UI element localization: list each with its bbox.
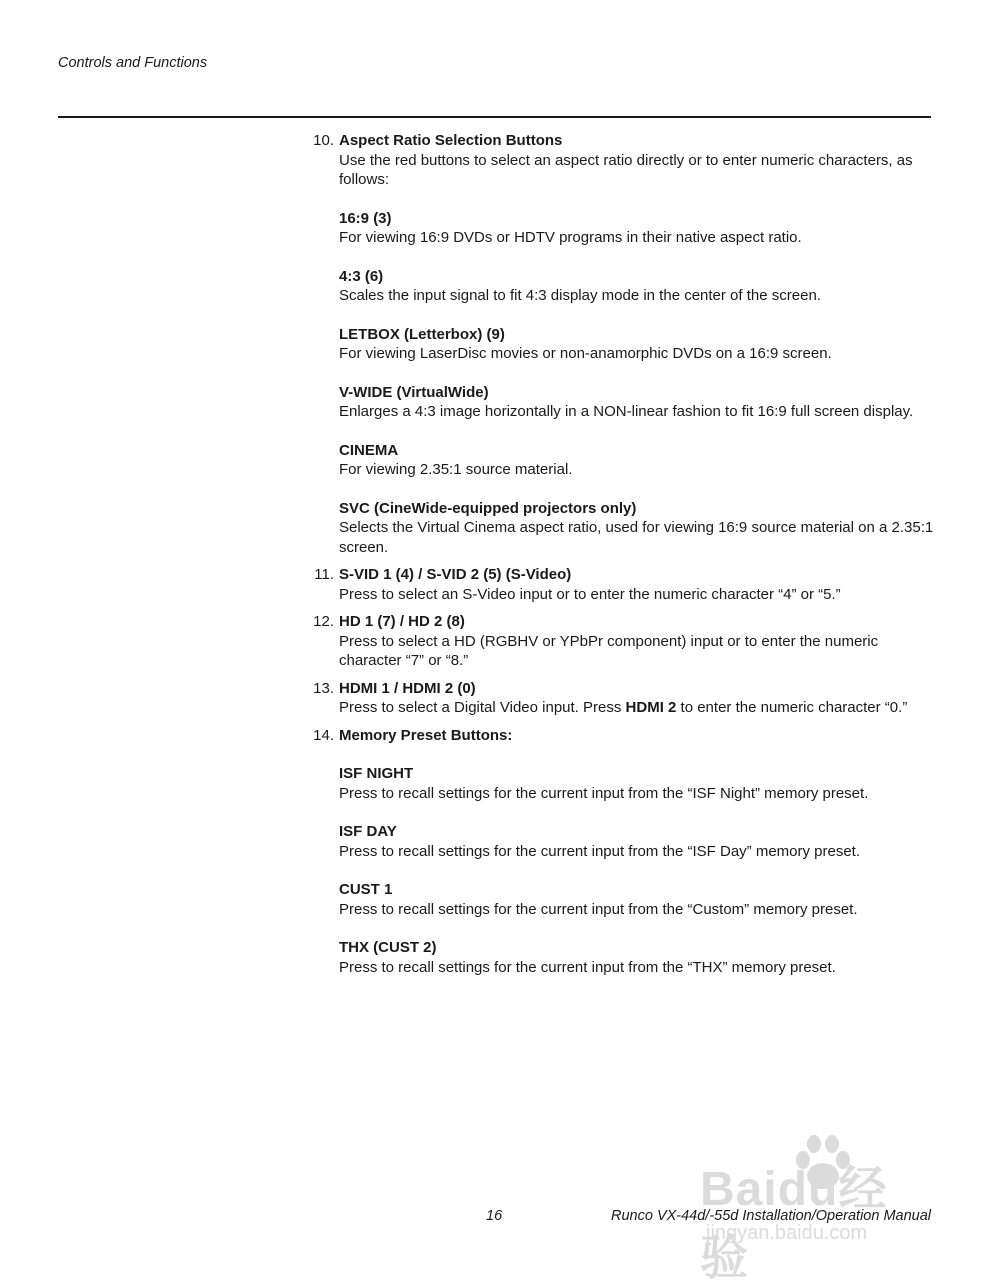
subitem bbox=[339, 383, 939, 422]
item-title: Memory Preset Buttons: bbox=[339, 726, 513, 744]
item-body-bold-text: HDMI 2 bbox=[625, 699, 677, 716]
item-title: S-VID 1 (4) / S-VID 2 (5) (S-Video) bbox=[339, 566, 572, 583]
header-divider bbox=[58, 116, 931, 118]
subitem-body: Scales the input signal to fit 4:3 display mode in the center of the screen. bbox=[339, 287, 821, 304]
list-item-12 bbox=[313, 612, 939, 671]
item-body-text: to enter the numeric character “0.” bbox=[676, 699, 908, 716]
page-number: 16 bbox=[486, 1208, 503, 1224]
subitem-title: CUST 1 bbox=[339, 881, 393, 898]
item-body bbox=[339, 698, 939, 718]
item-body: Press to select a HD (RGBHV or YPbPr component) input or to enter the numeric character “7” or “8.” bbox=[339, 632, 879, 669]
subitem-body: For viewing 2.35:1 source material. bbox=[339, 461, 573, 478]
subitem bbox=[339, 764, 939, 803]
subitem-title: CINEMA bbox=[339, 441, 399, 459]
page-header-title: Controls and Functions bbox=[58, 55, 208, 71]
subitem-title: SVC (CineWide-equipped projectors only) bbox=[339, 499, 637, 517]
manual-title: Runco VX-44d/-55d Installation/Operation Manual bbox=[611, 1208, 931, 1224]
item-title: HD 1 (7) / HD 2 (8) bbox=[339, 613, 465, 630]
item-title: HDMI 1 / HDMI 2 (0) bbox=[339, 679, 476, 697]
item-number: 10. bbox=[313, 132, 334, 149]
subitem-title: LETBOX (Letterbox) (9) bbox=[339, 325, 505, 343]
list-item-11 bbox=[314, 565, 939, 604]
content-body bbox=[313, 131, 939, 985]
subitem-title: ISF NIGHT bbox=[339, 765, 414, 782]
item-number: 11. bbox=[314, 566, 334, 583]
subitem bbox=[339, 267, 939, 306]
subitem bbox=[339, 822, 939, 861]
subitem-body: For viewing LaserDisc movies or non-anamorphic DVDs on a 16:9 screen. bbox=[339, 345, 832, 362]
subitem-title: 16:9 (3) bbox=[339, 209, 392, 227]
subitem bbox=[339, 499, 939, 558]
item-body: Press to select an S-Video input or to enter the numeric character “4” or “5.” bbox=[339, 585, 841, 603]
subitem-title: V-WIDE (VirtualWide) bbox=[339, 383, 489, 401]
item-number: 14. bbox=[313, 726, 334, 744]
baidu-watermark bbox=[700, 1130, 930, 1285]
subitem-body: Press to recall settings for the current input from the “Custom” memory preset. bbox=[339, 900, 858, 918]
list-item-10 bbox=[313, 131, 939, 557]
subitem-body: Press to recall settings for the current input from the “THX” memory preset. bbox=[339, 958, 836, 976]
item-body: Use the red buttons to select an aspect ratio directly or to enter numeric characters, as follows: bbox=[339, 151, 913, 188]
subitem-body: Enlarges a 4:3 image horizontally in a NON-linear fashion to fit 16:9 full screen display. bbox=[339, 403, 914, 420]
subitem bbox=[339, 209, 939, 248]
subitem-body: For viewing 16:9 DVDs or HDTV programs in their native aspect ratio. bbox=[339, 229, 802, 246]
subitem-title: 4:3 (6) bbox=[339, 267, 384, 285]
subitem bbox=[339, 880, 939, 919]
watermark-text: Baidu经验 bbox=[700, 1163, 888, 1285]
subitem bbox=[339, 441, 939, 480]
list-item-14 bbox=[313, 726, 939, 978]
item-title: Aspect Ratio Selection Buttons bbox=[339, 132, 563, 149]
subitem bbox=[339, 938, 939, 977]
subitem bbox=[339, 325, 939, 364]
item-number: 12. bbox=[313, 613, 334, 630]
list-item-13 bbox=[313, 679, 939, 718]
subitem-body: Press to recall settings for the current input from the “ISF Day” memory preset. bbox=[339, 842, 861, 860]
item-number: 13. bbox=[313, 679, 334, 697]
watermark-url: jingyan.baidu.com bbox=[706, 1222, 868, 1244]
subitem-title: THX (CUST 2) bbox=[339, 939, 437, 956]
subitem-body: Press to recall settings for the current input from the “ISF Night” memory preset. bbox=[339, 784, 869, 802]
subitem-title: ISF DAY bbox=[339, 823, 397, 840]
subitem-body: Selects the Virtual Cinema aspect ratio, used for viewing 16:9 source material on a 2.35:1 screen. bbox=[339, 519, 934, 556]
item-body-text: Press to select a Digital Video input. Press bbox=[339, 699, 626, 716]
